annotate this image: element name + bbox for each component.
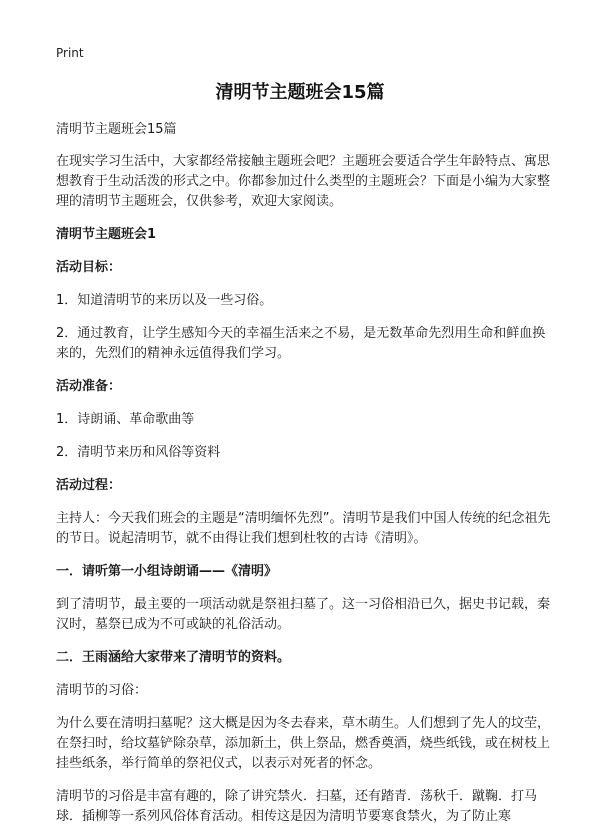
prep-heading: 活动准备： — [56, 379, 122, 394]
prep-item-1: 1．诗朗诵、革命歌曲等 — [56, 412, 195, 427]
goal-item-2: 2．通过教育，让学生感知今天的幸福生活来之不易，是无数革命先烈用生命和鲜血换来的，先烈们的精神永远值得我们学习。 — [56, 326, 546, 361]
goals-heading: 活动目标： — [56, 260, 122, 275]
print-link[interactable]: Print — [56, 46, 84, 60]
part1-paragraph: 到了清明节，最主要的一项活动就是祭祖扫墓了。这一习俗相沿已久，据史书记载，秦汉时，墓祭已成为不可或缺的礼俗活动。 — [56, 597, 551, 632]
customs-label: 清明节的习俗： — [56, 683, 148, 698]
document-body — [56, 120, 556, 828]
part1-heading: 一．请听第一小组诗朗诵——《清明》 — [56, 564, 278, 579]
section-title: 清明节主题班会1 — [56, 227, 157, 242]
page-title: 清明节主题班会15篇 — [215, 82, 385, 103]
customs-paragraph-1: 为什么要在清明扫墓呢？这大概是因为冬去春来，草木萌生。人们想到了先人的坟茔，在祭扫时，给坟墓铲除杂草，添加新土，供上祭品，燃香奠酒，烧些纸钱，或在树枝上挂些纸条，举行简单的祭祀仪式，以表示对死者的怀念。 — [56, 716, 551, 771]
prep-item-2: 2．清明节来历和风俗等资料 — [56, 445, 221, 460]
process-heading: 活动过程： — [56, 478, 122, 493]
customs-paragraph-2: 清明节的习俗是丰富有趣的，除了讲究禁火．扫墓，还有踏青．荡秋千．蹴鞠．打马球．插柳等一系列风俗体育活动。相传这是因为清明节要寒食禁火，为了防止寒 — [56, 789, 538, 824]
document-subtitle: 清明节主题班会15篇 — [56, 122, 177, 137]
intro-paragraph: 在现实学习生活中，大家都经常接触主题班会吧？主题班会要适合学生年龄特点、寓思想教育于生动活泼的形式之中。你都参加过什么类型的主题班会？下面是小编为大家整理的清明节主题班会，仅供参考，欢迎大家阅读。 — [56, 154, 551, 209]
host-paragraph: 主持人：今天我们班会的主题是“清明缅怀先烈”。清明节是我们中国人传统的纪念祖先的节日。说起清明节，就不由得让我们想到杜牧的古诗《清明》。 — [56, 511, 551, 546]
goal-item-1: 1．知道清明节的来历以及一些习俗。 — [56, 293, 273, 308]
part2-heading: 二．王雨涵给大家带来了清明节的资料。 — [56, 650, 291, 665]
